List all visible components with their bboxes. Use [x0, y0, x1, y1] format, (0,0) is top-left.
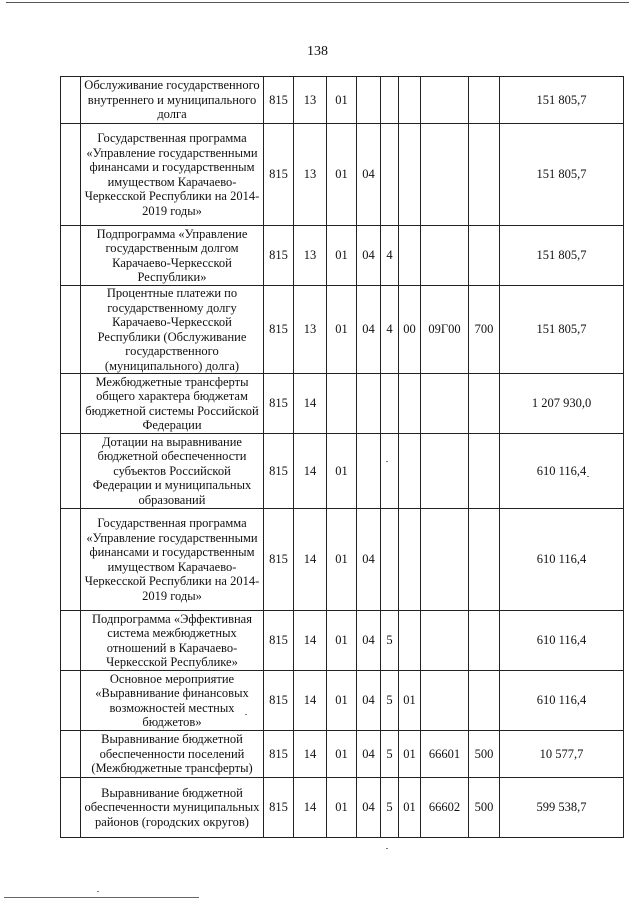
top-scan-edge [6, 2, 629, 3]
row-event [399, 124, 421, 226]
row-subprogram: 4 [381, 286, 399, 374]
row-admin-code: 815 [264, 671, 294, 731]
row-admin-code: 815 [264, 374, 294, 434]
row-expense-type [469, 226, 500, 286]
row-blank-cell [61, 671, 81, 731]
table-row [61, 671, 624, 731]
row-blank-cell [61, 226, 81, 286]
table-row [61, 611, 624, 671]
row-event [399, 226, 421, 286]
row-amount: 151 805,7 [500, 124, 624, 226]
row-direction [421, 434, 469, 509]
row-blank-cell [61, 611, 81, 671]
row-blank-cell [61, 778, 81, 838]
row-subsection: 01 [327, 611, 357, 671]
row-name: Дотации на выравнивание бюджетной обеспеченности субъектов Российской Федерации и муниципальных образований [81, 434, 264, 509]
bottom-scan-edge [4, 897, 199, 898]
row-direction: 66602 [421, 778, 469, 838]
row-subprogram [381, 509, 399, 611]
row-name: Межбюджетные трансферты общего характера бюджетам бюджетной системы Российской Федерации [81, 374, 264, 434]
row-direction [421, 374, 469, 434]
scan-speck [245, 714, 247, 715]
scan-speck [386, 848, 388, 849]
row-program: 04 [357, 509, 381, 611]
row-section: 13 [294, 77, 327, 124]
row-blank-cell [61, 77, 81, 124]
row-expense-type [469, 434, 500, 509]
row-subprogram: 5 [381, 731, 399, 778]
row-subprogram [381, 374, 399, 434]
row-event [399, 509, 421, 611]
row-subprogram: 4 [381, 226, 399, 286]
row-expense-type: 500 [469, 731, 500, 778]
row-program [357, 374, 381, 434]
row-subsection: 01 [327, 509, 357, 611]
row-subsection: 01 [327, 77, 357, 124]
row-name: Обслуживание государственного внутреннего и муниципального долга [81, 77, 264, 124]
row-section: 14 [294, 731, 327, 778]
table-row [61, 374, 624, 434]
row-event [399, 611, 421, 671]
row-admin-code: 815 [264, 77, 294, 124]
row-section: 14 [294, 434, 327, 509]
row-event: 00 [399, 286, 421, 374]
row-admin-code: 815 [264, 124, 294, 226]
row-program: 04 [357, 611, 381, 671]
row-event: 01 [399, 731, 421, 778]
row-blank-cell [61, 731, 81, 778]
table-row [61, 286, 624, 374]
row-blank-cell [61, 124, 81, 226]
table-row [61, 731, 624, 778]
row-event [399, 374, 421, 434]
row-direction [421, 509, 469, 611]
row-name: Основное мероприятие «Выравнивание финансовых возможностей местных бюджетов» [81, 671, 264, 731]
row-amount: 151 805,7 [500, 226, 624, 286]
row-subsection: 01 [327, 731, 357, 778]
row-program: 04 [357, 286, 381, 374]
row-expense-type: 700 [469, 286, 500, 374]
row-amount: 610 116,4 [500, 509, 624, 611]
row-admin-code: 815 [264, 509, 294, 611]
row-section: 13 [294, 124, 327, 226]
row-expense-type: 500 [469, 778, 500, 838]
row-event [399, 434, 421, 509]
table-row [61, 778, 624, 838]
table-row [61, 124, 624, 226]
row-admin-code: 815 [264, 434, 294, 509]
row-amount: 599 538,7 [500, 778, 624, 838]
row-subsection: 01 [327, 286, 357, 374]
row-expense-type [469, 77, 500, 124]
table-row [61, 509, 624, 611]
row-blank-cell [61, 434, 81, 509]
row-direction [421, 671, 469, 731]
row-subprogram [381, 77, 399, 124]
row-section: 14 [294, 611, 327, 671]
row-program: 04 [357, 671, 381, 731]
table-row [61, 77, 624, 124]
row-blank-cell [61, 374, 81, 434]
row-amount: 610 116,4 [500, 611, 624, 671]
row-direction: 09Г00 [421, 286, 469, 374]
row-subsection [327, 374, 357, 434]
row-section: 14 [294, 509, 327, 611]
row-direction [421, 77, 469, 124]
row-name: Подпрограмма «Управление государственным долгом Карачаево-Черкесской Республики» [81, 226, 264, 286]
row-program: 04 [357, 731, 381, 778]
row-name: Выравнивание бюджетной обеспеченности муниципальных районов (городских округов) [81, 778, 264, 838]
row-program: 04 [357, 226, 381, 286]
row-amount: 1 207 930,0 [500, 374, 624, 434]
row-subsection: 01 [327, 434, 357, 509]
row-subsection: 01 [327, 671, 357, 731]
row-expense-type [469, 611, 500, 671]
row-amount: 610 116,4 [500, 671, 624, 731]
row-direction: 66601 [421, 731, 469, 778]
page-number: 138 [307, 44, 328, 59]
table-body [61, 77, 624, 838]
row-admin-code: 815 [264, 731, 294, 778]
row-event [399, 77, 421, 124]
row-section: 14 [294, 671, 327, 731]
row-program: 04 [357, 124, 381, 226]
row-blank-cell [61, 509, 81, 611]
row-admin-code: 815 [264, 778, 294, 838]
scan-speck [386, 461, 388, 462]
row-expense-type [469, 509, 500, 611]
row-name: Подпрограмма «Эффективная система межбюджетных отношений в Карачаево-Черкесской Республике» [81, 611, 264, 671]
row-name: Выравнивание бюджетной обеспеченности поселений (Межбюджетные трансферты) [81, 731, 264, 778]
row-subprogram: 5 [381, 611, 399, 671]
row-program [357, 77, 381, 124]
row-admin-code: 815 [264, 611, 294, 671]
row-amount: 151 805,7 [500, 286, 624, 374]
row-event: 01 [399, 778, 421, 838]
row-subsection: 01 [327, 778, 357, 838]
row-direction [421, 226, 469, 286]
row-expense-type [469, 124, 500, 226]
row-name: Государственная программа «Управление государственными финансами и государственным имуществом Карачаево-Черкесской Республики на 2014-2019 годы» [81, 509, 264, 611]
row-name: Государственная программа «Управление государственными финансами и государственным имуществом Карачаево-Черкесской Республики на 2014-2019 годы» [81, 124, 264, 226]
budget-table [60, 76, 624, 838]
row-subprogram [381, 124, 399, 226]
row-event: 01 [399, 671, 421, 731]
row-subsection: 01 [327, 226, 357, 286]
row-section: 13 [294, 286, 327, 374]
row-subprogram [381, 434, 399, 509]
scan-speck [587, 476, 589, 477]
row-direction [421, 124, 469, 226]
row-admin-code: 815 [264, 286, 294, 374]
row-section: 13 [294, 226, 327, 286]
row-amount: 610 116,4 [500, 434, 624, 509]
row-subprogram: 5 [381, 671, 399, 731]
row-section: 14 [294, 374, 327, 434]
table-row [61, 226, 624, 286]
row-amount: 151 805,7 [500, 77, 624, 124]
row-subsection: 01 [327, 124, 357, 226]
table-row [61, 434, 624, 509]
row-program [357, 434, 381, 509]
row-expense-type [469, 671, 500, 731]
row-blank-cell [61, 286, 81, 374]
row-name: Процентные платежи по государственному долгу Карачаево-Черкесской Республики (Обслуживание государственного (муниципального) долга) [81, 286, 264, 374]
row-amount: 10 577,7 [500, 731, 624, 778]
row-expense-type [469, 374, 500, 434]
row-program: 04 [357, 778, 381, 838]
row-direction [421, 611, 469, 671]
row-admin-code: 815 [264, 226, 294, 286]
row-subprogram: 5 [381, 778, 399, 838]
scan-speck [97, 891, 99, 892]
row-section: 14 [294, 778, 327, 838]
